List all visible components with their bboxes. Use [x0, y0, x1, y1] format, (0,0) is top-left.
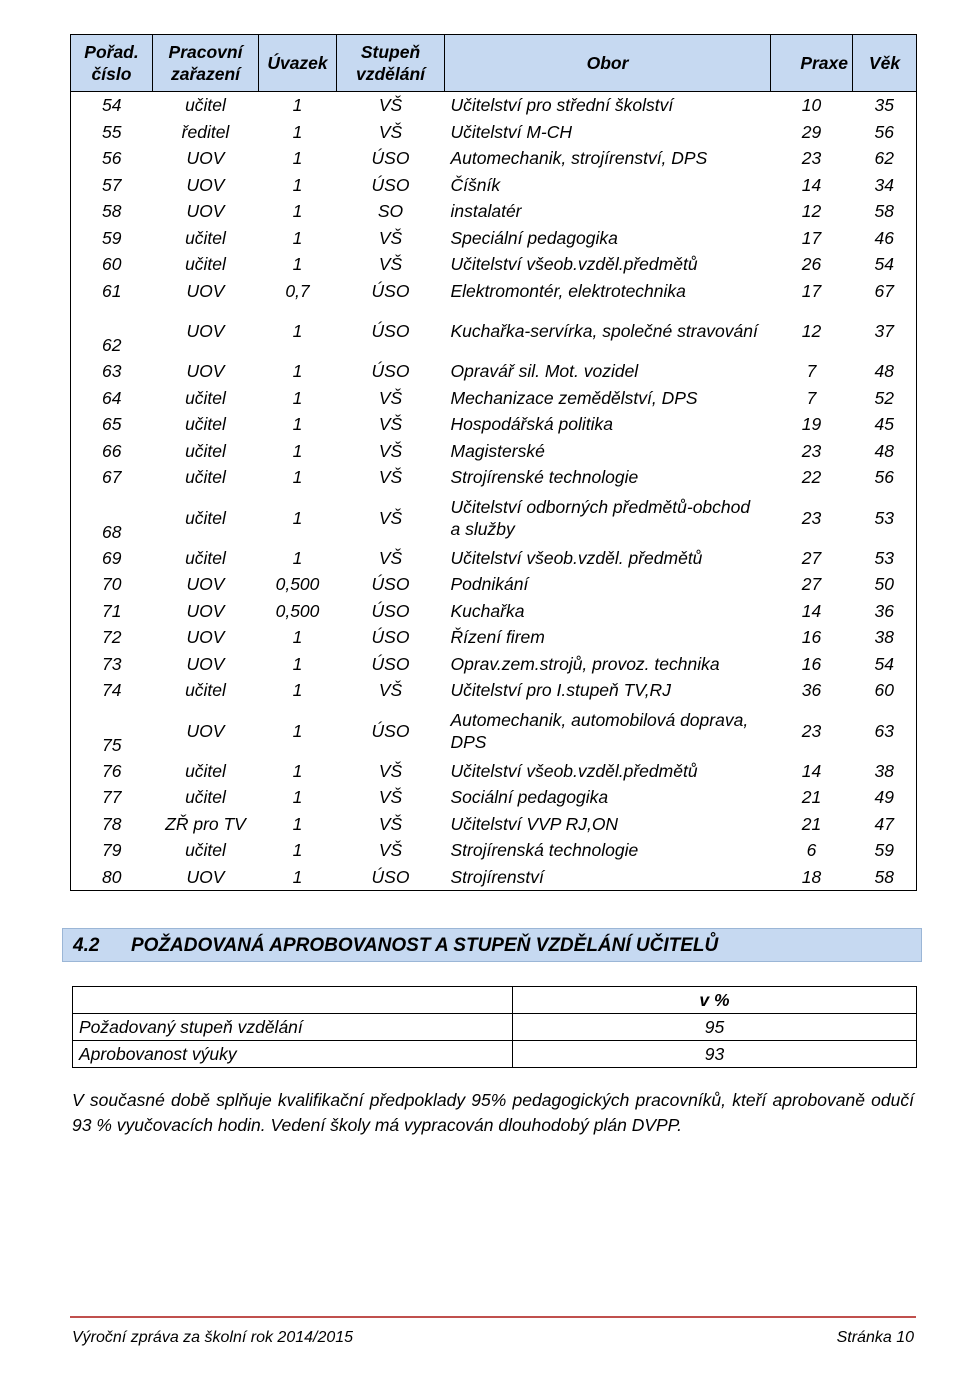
cell-load: 1 [292, 95, 303, 116]
cell-load: 1 [292, 254, 303, 275]
cell-load: 1 [292, 813, 303, 834]
cell-order: 80 [71, 864, 153, 891]
requirements-unit-header: v % [513, 987, 917, 1014]
cell-load: 1 [259, 864, 337, 891]
cell-order: 56 [71, 145, 153, 172]
cell-order: 59 [71, 225, 153, 252]
table-row [71, 704, 917, 758]
summary-paragraph: V současné době splňuje kvalifikační předpoklady 95% pedagogických pracovníků, kteří aprobovaně odučí 93 % vyučovacích hodin. Vedení školy má vypracován dlouhodobý plán DVPP. [72, 1090, 914, 1135]
cell-order: 69 [71, 545, 153, 572]
footer-page-number: Stránka 10 [836, 1329, 914, 1346]
cell-education: VŠ [378, 547, 403, 568]
cell-field: Hospodářská politika [450, 414, 613, 435]
cell-practice: 27 [801, 574, 822, 595]
cell-load: 1 [292, 361, 303, 382]
table-row [71, 811, 917, 838]
cell-field: Strojírenská technologie [450, 840, 639, 861]
table-row [71, 119, 917, 146]
cell-position: učitel [185, 547, 226, 568]
cell-practice: 26 [801, 254, 822, 275]
cell-load: 1 [292, 547, 303, 568]
cell-education: ÚSO [371, 720, 410, 741]
cell-position: UOV [186, 361, 225, 382]
table-row [71, 438, 917, 465]
header-load: Úvazek [259, 35, 337, 92]
section-title: POŽADOVANÁ APROBOVANOST A STUPEŇ VZDĚLÁNÍ UČITELŮ [131, 935, 719, 956]
cell-load: 0,500 [275, 600, 320, 621]
cell-load: 1 [292, 174, 303, 195]
cell-age: 36 [853, 598, 917, 625]
cell-education: ÚSO [371, 627, 410, 648]
cell-education: ÚSO [371, 361, 410, 382]
table-row [71, 225, 917, 252]
cell-practice: 12 [801, 201, 822, 222]
cell-position: učitel [185, 760, 226, 781]
cell-practice: 27 [801, 547, 822, 568]
cell-position: UOV [186, 280, 225, 301]
cell-field: instalatér [450, 201, 522, 222]
cell-age: 37 [853, 304, 917, 358]
cell-age: 59 [853, 837, 917, 864]
cell-position: učitel [185, 440, 226, 461]
cell-position: ZŘ pro TV [165, 813, 246, 834]
section-heading [62, 928, 922, 962]
cell-order: 57 [71, 172, 153, 199]
footer-rule [70, 1316, 916, 1318]
cell-practice: 23 [801, 507, 822, 528]
cell-order: 75 [71, 704, 153, 758]
cell-education: ÚSO [371, 574, 410, 595]
cell-education: VŠ [378, 813, 403, 834]
cell-education: VŠ [378, 467, 403, 488]
cell-education: ÚSO [371, 321, 410, 341]
staff-table-body [71, 92, 917, 891]
cell-load: 1 [292, 121, 303, 142]
cell-age: 49 [853, 784, 917, 811]
cell-order: 76 [71, 758, 153, 785]
cell-load: 1 [292, 680, 303, 701]
cell-field: Mechanizace zemědělství, DPS [450, 387, 698, 408]
cell-age: 46 [853, 225, 917, 252]
table-row [71, 385, 917, 412]
cell-practice: 7 [806, 361, 817, 382]
cell-position: učitel [185, 387, 226, 408]
cell-position: učitel [185, 414, 226, 435]
table-row [71, 837, 917, 864]
cell-order: 72 [71, 624, 153, 651]
cell-load: 1 [292, 653, 303, 674]
cell-load: 1 [292, 507, 303, 528]
requirements-row [73, 1041, 917, 1068]
table-row [71, 758, 917, 785]
cell-field: Učitelství pro střední školství [450, 95, 674, 116]
cell-order: 65 [71, 411, 153, 438]
table-row [71, 172, 917, 199]
cell-education: ÚSO [371, 148, 410, 169]
table-row [71, 677, 917, 704]
cell-age: 45 [853, 411, 917, 438]
cell-education: VŠ [378, 95, 403, 116]
cell-position: učitel [185, 787, 226, 808]
cell-age: 58 [853, 864, 917, 891]
cell-age: 47 [853, 811, 917, 838]
table-row [71, 145, 917, 172]
cell-practice: 21 [801, 787, 822, 808]
cell-education: ÚSO [337, 864, 445, 891]
cell-position: učitel [185, 507, 226, 528]
header-field: Obor [445, 35, 771, 92]
cell-load: 0,500 [275, 574, 320, 595]
cell-load: 1 [292, 414, 303, 435]
cell-field: Řízení firem [450, 627, 545, 648]
cell-load: 1 [292, 787, 303, 808]
cell-order: 77 [71, 784, 153, 811]
cell-order: 74 [71, 677, 153, 704]
cell-practice: 23 [801, 440, 822, 461]
cell-position: učitel [185, 227, 226, 248]
cell-position: učitel [185, 840, 226, 861]
cell-order: 79 [71, 837, 153, 864]
cell-order: 60 [71, 251, 153, 278]
cell-order: 54 [71, 92, 153, 119]
cell-education: VŠ [378, 227, 403, 248]
cell-practice: 12 [801, 321, 822, 341]
cell-education: VŠ [378, 121, 403, 142]
table-row [71, 598, 917, 625]
table-row [71, 278, 917, 305]
cell-field: Učitelství všeob.vzděl.předmětů [450, 760, 698, 781]
cell-position: UOV [186, 653, 225, 674]
cell-field: Opravář sil. Mot. vozidel [450, 361, 639, 382]
cell-field: Strojírenské technologie [450, 467, 639, 488]
cell-practice: 16 [801, 653, 822, 674]
cell-field: Učitelství všeob.vzděl.předmětů [450, 254, 698, 275]
cell-load: 1 [292, 227, 303, 248]
cell-age: 48 [853, 438, 917, 465]
cell-age: 53 [853, 491, 917, 545]
cell-age: 62 [853, 145, 917, 172]
cell-practice: 29 [801, 121, 822, 142]
cell-order: 66 [71, 438, 153, 465]
cell-practice: 16 [801, 627, 822, 648]
table-row [71, 571, 917, 598]
header-age: Věk [853, 35, 917, 92]
cell-load: 1 [292, 840, 303, 861]
cell-position: UOV [186, 574, 225, 595]
cell-order: 55 [71, 119, 153, 146]
cell-position: UOV [186, 600, 225, 621]
requirements-header-row [73, 987, 917, 1014]
cell-education: ÚSO [371, 174, 410, 195]
cell-field: Učitelství pro I.stupeň TV,RJ [450, 680, 671, 701]
cell-education: VŠ [378, 507, 403, 528]
cell-practice: 19 [801, 414, 822, 435]
cell-position: UOV [153, 864, 259, 891]
cell-practice: 36 [801, 680, 822, 701]
cell-field: Automechanik, strojírenství, DPS [450, 148, 708, 169]
footer-report-title: Výroční zpráva za školní rok 2014/2015 [72, 1329, 354, 1346]
table-row [71, 784, 917, 811]
cell-age: 34 [853, 172, 917, 199]
cell-position: UOV [186, 720, 225, 741]
requirements-value: 93 [513, 1041, 917, 1068]
cell-practice: 14 [801, 174, 822, 195]
cell-age: 67 [853, 278, 917, 305]
cell-field: Strojírenství [445, 864, 771, 891]
cell-education: ÚSO [371, 653, 410, 674]
table-row [71, 864, 917, 891]
requirements-label: Požadovaný stupeň vzdělání [73, 1014, 513, 1041]
cell-age: 54 [853, 251, 917, 278]
table-row [71, 464, 917, 491]
cell-position: UOV [186, 201, 225, 222]
cell-practice: 14 [801, 600, 822, 621]
cell-order: 61 [71, 278, 153, 305]
cell-field: Magisterské [450, 440, 545, 461]
cell-education: VŠ [378, 414, 403, 435]
cell-age: 50 [853, 571, 917, 598]
table-row [71, 411, 917, 438]
cell-age: 58 [853, 198, 917, 225]
table-row [71, 545, 917, 572]
cell-age: 38 [853, 624, 917, 651]
cell-position: UOV [186, 321, 225, 341]
cell-practice: 21 [801, 813, 822, 834]
cell-order: 68 [71, 491, 153, 545]
cell-field: Učitelství VVP RJ,ON [450, 813, 619, 834]
header-order: Pořad. číslo [71, 35, 153, 92]
cell-order: 71 [71, 598, 153, 625]
cell-order: 64 [71, 385, 153, 412]
cell-practice: 10 [801, 95, 822, 116]
cell-order: 73 [71, 651, 153, 678]
cell-load: 1 [292, 467, 303, 488]
table-row [71, 92, 917, 119]
cell-age: 38 [853, 758, 917, 785]
cell-field: Kuchařka [450, 600, 525, 621]
cell-age: 56 [853, 119, 917, 146]
cell-order: 63 [71, 358, 153, 385]
requirements-label: Aprobovanost výuky [73, 1041, 513, 1068]
cell-age: 56 [853, 464, 917, 491]
cell-field: Oprav.zem.strojů, provoz. technika [450, 653, 720, 674]
cell-position: ředitel [181, 121, 230, 142]
staff-table-header-row [71, 35, 917, 92]
table-row [71, 651, 917, 678]
cell-education: VŠ [378, 254, 403, 275]
cell-order: 78 [71, 811, 153, 838]
cell-age: 53 [853, 545, 917, 572]
table-row [71, 358, 917, 385]
table-row [71, 624, 917, 651]
cell-education: VŠ [378, 787, 403, 808]
table-row [71, 491, 917, 545]
cell-field: Učitelství odborných předmětů-obchod a služby [450, 496, 751, 539]
cell-age: 35 [853, 92, 917, 119]
header-education: Stupeň vzdělání [337, 35, 445, 92]
cell-field: Kuchařka-servírka, společné stravování [450, 321, 758, 341]
cell-load: 1 [292, 720, 303, 741]
cell-load: 1 [292, 148, 303, 169]
requirements-value: 95 [513, 1014, 917, 1041]
requirements-table [72, 986, 917, 1068]
header-practice: Praxe [771, 35, 853, 92]
cell-education: ÚSO [371, 280, 410, 301]
cell-education: VŠ [378, 387, 403, 408]
cell-position: UOV [186, 627, 225, 648]
section-number: 4.2 [73, 935, 100, 956]
cell-practice: 23 [801, 148, 822, 169]
cell-field: Speciální pedagogika [450, 227, 618, 248]
cell-load: 1 [292, 760, 303, 781]
cell-load: 1 [292, 387, 303, 408]
cell-practice: 7 [806, 387, 817, 408]
cell-field: Automechanik, automobilová doprava, DPS [450, 709, 749, 752]
table-row [71, 304, 917, 358]
cell-age: 52 [853, 385, 917, 412]
cell-education: VŠ [378, 840, 403, 861]
cell-order: 58 [71, 198, 153, 225]
cell-age: 60 [853, 677, 917, 704]
cell-education: ÚSO [371, 600, 410, 621]
cell-education: VŠ [378, 680, 403, 701]
cell-position: učitel [185, 680, 226, 701]
cell-education: VŠ [378, 760, 403, 781]
cell-field: Učitelství M-CH [450, 121, 573, 142]
cell-load: 1 [292, 627, 303, 648]
cell-order: 62 [71, 304, 153, 358]
cell-field: Učitelství všeob.vzděl. předmětů [450, 547, 703, 568]
cell-field: Číšník [450, 174, 501, 195]
requirements-header-empty [73, 987, 513, 1014]
cell-practice: 14 [801, 760, 822, 781]
cell-load: 0,7 [285, 280, 310, 301]
cell-practice: 17 [801, 280, 822, 301]
table-row [71, 251, 917, 278]
cell-education: VŠ [378, 440, 403, 461]
cell-age: 48 [853, 358, 917, 385]
cell-field: Podnikání [450, 574, 529, 595]
cell-position: učitel [185, 95, 226, 116]
table-row [71, 198, 917, 225]
cell-load: 1 [292, 440, 303, 461]
cell-field: Elektromontér, elektrotechnika [450, 280, 686, 301]
requirements-row [73, 1014, 917, 1041]
cell-age: 54 [853, 651, 917, 678]
cell-order: 70 [71, 571, 153, 598]
cell-load: 1 [292, 201, 303, 222]
cell-age: 63 [853, 704, 917, 758]
cell-load: 1 [292, 321, 303, 341]
cell-practice: 17 [801, 227, 822, 248]
cell-practice: 23 [801, 720, 822, 741]
header-position: Pracovní zařazení [153, 35, 259, 92]
cell-practice: 18 [771, 864, 853, 891]
cell-education: SO [377, 201, 404, 222]
cell-position: UOV [186, 148, 225, 169]
staff-table [70, 34, 917, 891]
cell-position: UOV [186, 174, 225, 195]
cell-practice: 22 [801, 467, 822, 488]
cell-position: učitel [185, 467, 226, 488]
cell-practice: 6 [806, 840, 817, 861]
cell-order: 67 [71, 464, 153, 491]
cell-field: Sociální pedagogika [450, 787, 609, 808]
cell-position: učitel [185, 254, 226, 275]
